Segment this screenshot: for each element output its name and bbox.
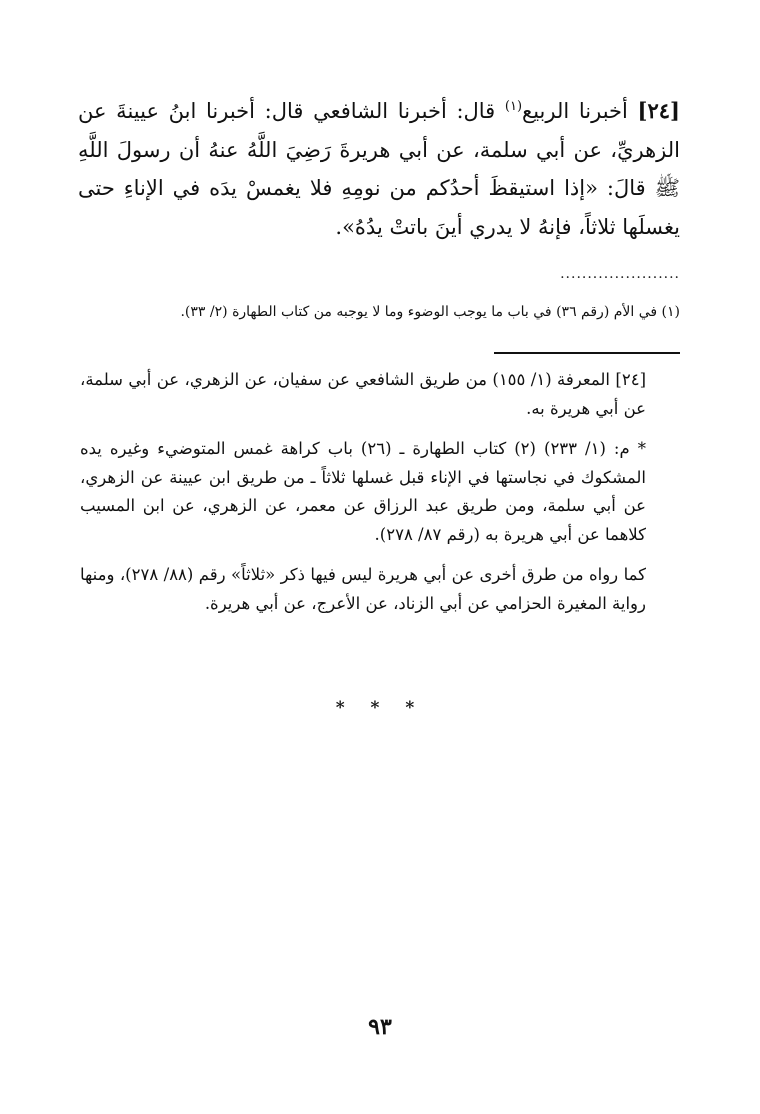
commentary-paragraph-muslim: * م: (١/ ٢٣٣) (٢) كتاب الطهارة ـ (٢٦) باب كراهة غمس المتوضيء وغيره يده المشكوك في نجاستها في الإناء قبل غسلها ثلاثاً ـ من طريق ابن عيينة عن الزهري، عن أبي سلمة، ومن طريق عبد الرزاق عن معمر، عن الزهري، عن ابن المسيب كلاهما عن أبي هريرة به (رقم ٨٧/ ٢٧٨).: [80, 439, 646, 544]
footnote-text: (١) في الأم (رقم ٣٦) في باب ما يوجب الوضوء وما لا يوجبه من كتاب الطهارة (٢/ ٣٣).: [180, 304, 680, 320]
commentary-paragraph-sources: [٢٤] المعرفة (١/ ١٥٥) من طريق الشافعي عن سفيان، عن الزهري، عن أبي سلمة، عن أبي هريرة به.: [80, 370, 647, 418]
hadith-number: [٢٤]: [637, 98, 680, 123]
page-number: ٩٣: [368, 1014, 392, 1040]
footnote-reference: (١): [504, 99, 523, 114]
commentary-divider: [494, 352, 680, 354]
commentary-paragraph-other-routes: كما رواه من طرق أخرى عن أبي هريرة ليس فيها ذكر «ثلاثاً» رقم (٨٨/ ٢٧٨)، ومنها رواية المغيرة الحزامي عن أبي الزناد، عن الأعرج، عن أبي هريرة.: [80, 565, 646, 613]
hadith-opening: أخبرنا الربيع: [522, 99, 628, 123]
hadith-text: [78, 92, 680, 246]
footnote-separator-dots: ......................: [560, 266, 680, 282]
section-separator: * * *: [335, 698, 425, 718]
commentary-section: [80, 366, 680, 630]
hadith-body: قال: أخبرنا الشافعي قال: أخبرنا ابنُ عيينةَ عن الزهريِّ، عن أبي سلمة، عن أبي هريرةَ رَضِيَ اللَّهُ عنهُ أن رسولَ اللَّهِ ﷺ قالَ: «إذا استيقظَ أحدُكم من نومِهِ فلا يغمسْ يدَه في الإناءِ حتى يغسلَها ثلاثاً، فإنهُ لا يدري أينَ باتتْ يدُهُ».: [78, 99, 680, 239]
